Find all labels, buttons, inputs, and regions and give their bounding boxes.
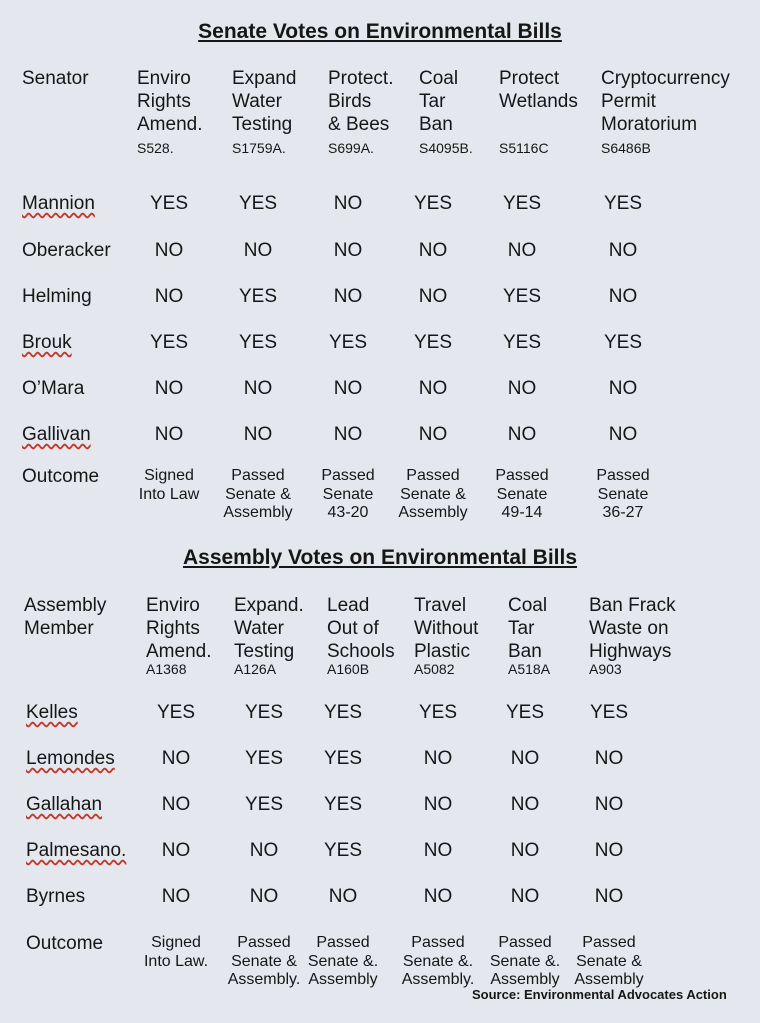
senate-bill-name bbox=[419, 67, 458, 136]
assembly-vote-cell: NO bbox=[161, 748, 191, 769]
senate-vote-cell: YES bbox=[238, 193, 278, 214]
senate-vote-cell: YES bbox=[149, 332, 189, 353]
senate-bill-name-line: Permit bbox=[601, 91, 656, 112]
senate-bill-name-line: Testing bbox=[232, 114, 293, 135]
senate-outcome-line: 49-14 bbox=[501, 504, 543, 521]
senate-vote-cell: YES bbox=[149, 193, 189, 214]
senate-bill-name bbox=[601, 67, 730, 136]
senate-vote-cell: NO bbox=[608, 424, 638, 445]
assembly-column-header-line: Member bbox=[24, 618, 94, 639]
assembly-bill-code: A1368 bbox=[146, 661, 187, 677]
senate-outcome-line: Senate & bbox=[225, 485, 291, 503]
senate-vote-cell: NO bbox=[418, 240, 448, 261]
senate-vote-cell: NO bbox=[418, 378, 448, 399]
assembly-bill-name bbox=[508, 594, 547, 663]
assembly-outcome-line: Senate &. bbox=[489, 952, 561, 970]
senate-member-name: Brouk bbox=[22, 332, 72, 353]
assembly-outcome-line: Assembly bbox=[308, 971, 378, 988]
assembly-outcome-line: Into Law. bbox=[143, 952, 209, 970]
assembly-outcome bbox=[228, 934, 301, 990]
senate-vote-cell: NO bbox=[154, 378, 184, 399]
assembly-vote-cell: YES bbox=[418, 702, 458, 723]
assembly-member-name: Gallahan bbox=[26, 794, 103, 815]
senate-vote-cell: YES bbox=[238, 286, 278, 307]
senate-vote-cell: NO bbox=[243, 378, 273, 399]
assembly-bill-code: A5082 bbox=[414, 661, 455, 677]
assembly-bill-name-line: Lead bbox=[327, 595, 370, 616]
senate-vote-cell: YES bbox=[413, 332, 453, 353]
assembly-bill-name-line: Amend. bbox=[146, 641, 212, 662]
assembly-column-header-line: Assembly bbox=[24, 595, 107, 616]
assembly-bill-name-line: Out of bbox=[327, 618, 379, 639]
senate-vote-cell: NO bbox=[154, 240, 184, 261]
senate-vote-cell: YES bbox=[502, 332, 542, 353]
assembly-bill-name bbox=[414, 594, 478, 663]
senate-bill-name-line: Protect. bbox=[328, 68, 394, 89]
senate-vote-cell: NO bbox=[243, 424, 273, 445]
senate-bill-name-line: Wetlands bbox=[499, 91, 578, 112]
senate-vote-cell: NO bbox=[154, 286, 184, 307]
senate-vote-cell: YES bbox=[413, 193, 453, 214]
senate-bill-name bbox=[499, 67, 578, 113]
assembly-outcome bbox=[308, 934, 378, 990]
assembly-outcome-line: Passed bbox=[237, 934, 291, 951]
senate-outcome-line: Passed bbox=[321, 467, 375, 484]
assembly-outcome-line: Signed bbox=[151, 934, 201, 951]
senate-bill-name-line: Water bbox=[232, 91, 282, 112]
senate-vote-cell: NO bbox=[333, 424, 363, 445]
senate-bill-name bbox=[328, 67, 393, 136]
assembly-vote-cell: YES bbox=[323, 748, 363, 769]
assembly-bill-name bbox=[234, 594, 304, 663]
assembly-bill-name-line: Highways bbox=[589, 641, 672, 662]
assembly-outcome-line: Passed bbox=[498, 934, 552, 951]
assembly-vote-cell: NO bbox=[594, 886, 624, 907]
assembly-vote-cell: NO bbox=[594, 840, 624, 861]
assembly-vote-cell: NO bbox=[249, 886, 279, 907]
senate-bill-code: S4095B. bbox=[419, 140, 473, 156]
senate-bill-name-line: & Bees bbox=[328, 114, 390, 135]
senate-vote-cell: NO bbox=[418, 286, 448, 307]
senate-outcome bbox=[321, 467, 374, 523]
senate-bill-name-line: Moratorium bbox=[601, 114, 698, 135]
assembly-outcome-line: Assembly. bbox=[227, 971, 301, 988]
assembly-bill-name-line: Expand. bbox=[234, 595, 304, 616]
assembly-vote-cell: YES bbox=[156, 702, 196, 723]
assembly-outcome-line: Assembly bbox=[490, 971, 560, 988]
senate-vote-cell: NO bbox=[608, 286, 638, 307]
assembly-column-header bbox=[24, 594, 106, 640]
assembly-outcome-line: Senate & bbox=[231, 952, 297, 970]
senate-outcome-line: Assembly bbox=[223, 504, 293, 521]
senate-bill-name bbox=[137, 67, 202, 136]
senate-bill-name-line: Protect bbox=[499, 68, 560, 89]
senate-outcome bbox=[596, 467, 649, 523]
assembly-vote-cell: YES bbox=[505, 702, 545, 723]
senate-outcome bbox=[223, 467, 292, 523]
assembly-vote-cell: NO bbox=[510, 840, 540, 861]
assembly-title: Assembly Votes on Environmental Bills bbox=[182, 546, 578, 569]
assembly-vote-cell: NO bbox=[510, 794, 540, 815]
assembly-vote-cell: YES bbox=[244, 794, 284, 815]
senate-vote-cell: NO bbox=[507, 240, 537, 261]
source-credit: Source: Environmental Advocates Action bbox=[472, 987, 727, 1002]
senate-vote-cell: NO bbox=[418, 424, 448, 445]
assembly-member-name: Byrnes bbox=[26, 886, 86, 907]
assembly-vote-cell: NO bbox=[161, 886, 191, 907]
assembly-outcome-line: Senate & bbox=[576, 952, 642, 970]
senate-outcome-line: Passed bbox=[231, 467, 285, 484]
assembly-member-name: Kelles bbox=[26, 702, 78, 723]
senate-bill-code: S5116C bbox=[499, 140, 549, 156]
senate-outcome-line: Assembly bbox=[398, 504, 468, 521]
senate-bill-name-line: Coal bbox=[419, 68, 459, 89]
assembly-outcome-line: Senate &. bbox=[307, 952, 379, 970]
assembly-vote-cell: NO bbox=[510, 886, 540, 907]
senate-vote-cell: NO bbox=[608, 378, 638, 399]
senate-bill-code: S699A. bbox=[328, 140, 374, 156]
assembly-vote-cell: NO bbox=[594, 794, 624, 815]
senate-vote-cell: YES bbox=[603, 193, 643, 214]
senate-vote-cell: NO bbox=[333, 378, 363, 399]
senate-member-name: Mannion bbox=[22, 193, 95, 214]
assembly-vote-cell: NO bbox=[423, 748, 453, 769]
senate-outcome bbox=[495, 467, 548, 523]
senate-outcome-line: 43-20 bbox=[327, 504, 369, 521]
assembly-bill-name bbox=[146, 594, 211, 663]
senate-column-header bbox=[22, 67, 89, 90]
senate-outcome-line: Senate bbox=[496, 485, 548, 503]
assembly-outcome bbox=[574, 934, 643, 990]
assembly-vote-cell: NO bbox=[423, 794, 453, 815]
senate-vote-cell: YES bbox=[238, 332, 278, 353]
senate-vote-cell: NO bbox=[333, 240, 363, 261]
senate-outcome-label: Outcome bbox=[22, 466, 100, 487]
senate-vote-cell: NO bbox=[608, 240, 638, 261]
senate-column-header-line: Senator bbox=[22, 68, 89, 89]
senate-bill-name-line: Birds bbox=[328, 91, 372, 112]
assembly-vote-cell: YES bbox=[244, 748, 284, 769]
senate-vote-cell: NO bbox=[333, 286, 363, 307]
senate-outcome bbox=[398, 467, 467, 523]
assembly-vote-cell: NO bbox=[423, 840, 453, 861]
senate-bill-name-line: Rights bbox=[137, 91, 191, 112]
senate-vote-cell: YES bbox=[502, 193, 542, 214]
senate-title: Senate Votes on Environmental Bills bbox=[198, 20, 562, 43]
senate-outcome bbox=[139, 467, 199, 504]
senate-outcome-line: Passed bbox=[596, 467, 650, 484]
assembly-bill-name-line: Tar bbox=[508, 618, 535, 639]
assembly-outcome bbox=[490, 934, 560, 990]
senate-member-name: Oberacker bbox=[22, 240, 111, 261]
senate-vote-cell: NO bbox=[243, 240, 273, 261]
senate-bill-name-line: Ban bbox=[419, 114, 453, 135]
assembly-member-name: Lemondes bbox=[26, 748, 115, 769]
assembly-vote-cell: YES bbox=[589, 702, 629, 723]
assembly-bill-name-line: Water bbox=[234, 618, 284, 639]
assembly-bill-code: A518A bbox=[508, 661, 551, 677]
assembly-outcome-label: Outcome bbox=[26, 933, 104, 954]
assembly-vote-cell: NO bbox=[510, 748, 540, 769]
senate-bill-code: S528. bbox=[137, 140, 174, 156]
assembly-vote-cell: NO bbox=[328, 886, 358, 907]
senate-bill-name-line: Cryptocurrency bbox=[601, 68, 730, 89]
assembly-bill-name-line: Schools bbox=[327, 641, 395, 662]
senate-vote-cell: YES bbox=[502, 286, 542, 307]
assembly-bill-name-line: Ban bbox=[508, 641, 542, 662]
assembly-outcome-line: Senate &. bbox=[402, 952, 474, 970]
assembly-bill-name bbox=[589, 594, 676, 663]
senate-vote-cell: YES bbox=[603, 332, 643, 353]
assembly-vote-cell: NO bbox=[249, 840, 279, 861]
assembly-outcome-line: Passed bbox=[316, 934, 370, 951]
assembly-vote-cell: YES bbox=[323, 794, 363, 815]
assembly-outcome-line: Assembly. bbox=[401, 971, 475, 988]
senate-bill-name bbox=[232, 67, 296, 136]
assembly-bill-name-line: Enviro bbox=[146, 595, 200, 616]
senate-vote-cell: NO bbox=[154, 424, 184, 445]
senate-bill-name-line: Tar bbox=[419, 91, 446, 112]
senate-bill-code: S6486B bbox=[601, 140, 651, 156]
assembly-vote-cell: YES bbox=[323, 702, 363, 723]
senate-member-name: Gallivan bbox=[22, 424, 91, 445]
senate-member-name: O’Mara bbox=[22, 378, 85, 399]
senate-outcome-line: Senate bbox=[322, 485, 374, 503]
senate-outcome-line: 36-27 bbox=[602, 504, 644, 521]
senate-outcome-line: Passed bbox=[406, 467, 460, 484]
senate-member-name: Helming bbox=[22, 286, 92, 307]
assembly-bill-name-line: Travel bbox=[414, 595, 467, 616]
senate-bill-name-line: Expand bbox=[232, 68, 297, 89]
assembly-outcome bbox=[402, 934, 475, 990]
assembly-vote-cell: NO bbox=[161, 840, 191, 861]
assembly-bill-code: A160B bbox=[327, 661, 370, 677]
assembly-vote-cell: YES bbox=[244, 702, 284, 723]
senate-bill-name-line: Enviro bbox=[137, 68, 191, 89]
assembly-member-name: Palmesano. bbox=[26, 840, 127, 861]
assembly-bill-name-line: Waste on bbox=[589, 618, 669, 639]
assembly-outcome-line: Assembly bbox=[574, 971, 644, 988]
senate-outcome-line: Into Law bbox=[138, 485, 200, 503]
assembly-outcome-line: Passed bbox=[582, 934, 636, 951]
assembly-outcome-line: Passed bbox=[411, 934, 465, 951]
assembly-bill-code: A126A bbox=[234, 661, 277, 677]
assembly-bill-name-line: Ban Frack bbox=[589, 595, 676, 616]
assembly-bill-name-line: Testing bbox=[234, 641, 295, 662]
assembly-vote-cell: NO bbox=[594, 748, 624, 769]
senate-vote-cell: YES bbox=[328, 332, 368, 353]
senate-bill-code: S1759A. bbox=[232, 140, 286, 156]
senate-outcome-line: Senate bbox=[597, 485, 649, 503]
senate-vote-cell: NO bbox=[507, 378, 537, 399]
assembly-vote-cell: NO bbox=[423, 886, 453, 907]
senate-vote-cell: NO bbox=[507, 424, 537, 445]
assembly-bill-name-line: Rights bbox=[146, 618, 200, 639]
assembly-bill-name-line: Coal bbox=[508, 595, 548, 616]
assembly-bill-code: A903 bbox=[589, 661, 622, 677]
assembly-bill-name-line: Without bbox=[414, 618, 479, 639]
senate-bill-name-line: Amend. bbox=[137, 114, 203, 135]
senate-outcome-line: Senate & bbox=[400, 485, 466, 503]
senate-vote-cell: NO bbox=[333, 193, 363, 214]
assembly-vote-cell: YES bbox=[323, 840, 363, 861]
assembly-vote-cell: NO bbox=[161, 794, 191, 815]
senate-outcome-line: Passed bbox=[495, 467, 549, 484]
assembly-bill-name bbox=[327, 594, 395, 663]
assembly-bill-name-line: Plastic bbox=[414, 641, 470, 662]
assembly-outcome bbox=[144, 934, 208, 971]
senate-outcome-line: Signed bbox=[144, 467, 194, 484]
